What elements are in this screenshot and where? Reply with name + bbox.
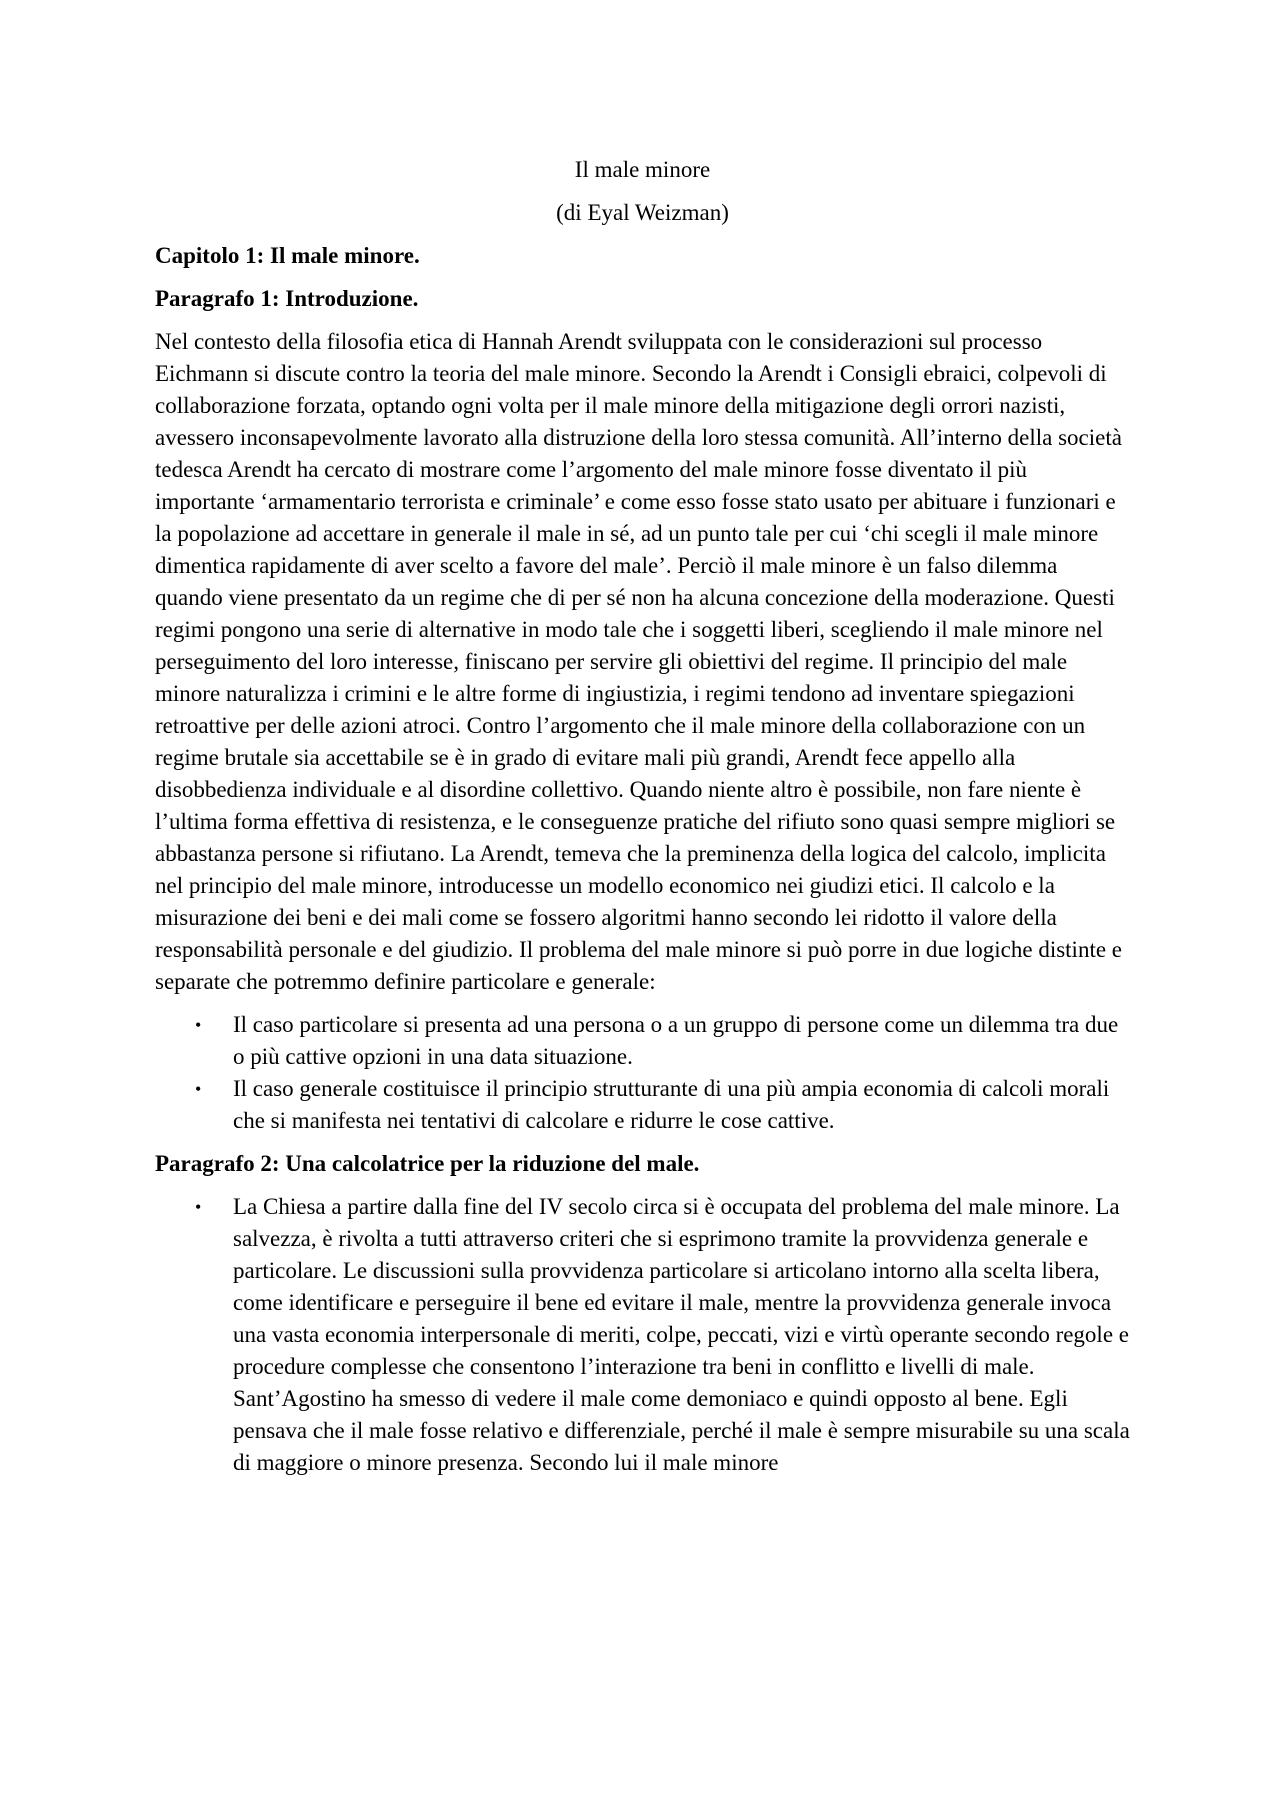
list-item-text: Il caso generale costituisce il principio strutturante di una più ampia economia di calcoli morali che si manifesta nei tentativi di calcolare e ridurre le cose cattive. bbox=[233, 1076, 1110, 1133]
list-item bbox=[155, 1009, 1130, 1073]
section-1-paragraph: Nel contesto della filosofia etica di Hannah Arendt sviluppata con le considerazioni sul processo Eichmann si discute contro la teoria del male minore. Secondo la Arendt i Consigli ebraici, colpevoli di collaborazione forzata, optando ogni volta per il male minore della mitigazione degli orrori nazisti, avessero inconsapevolmente lavorato alla distruzione della loro stessa comunità. All’interno della società tedesca Arendt ha cercato di mostrare come l’argomento del male minore fosse diventato il più importante ‘armamentario terrorista e criminale’ e come esso fosse stato usato per abituare i funzionari e la popolazione ad accettare in generale il male in sé, ad un punto tale per cui ‘chi scegli il male minore dimentica rapidamente di aver scelto a favore del male’. Perciò il male minore è un falso dilemma quando viene presentato da un regime che di per sé non ha alcuna concezione della moderazione. Questi regimi pongono una serie di alternative in modo tale che i soggetti liberi, scegliendo il male minore nel perseguimento del loro interesse, finiscano per servire gli obiettivi del regime. Il principio del male minore naturalizza i crimini e le altre forme di ingiustizia, i regimi tendono ad inventare spiegazioni retroattive per delle azioni atroci. Contro l’argomento che il male minore della collaborazione con un regime brutale sia accettabile se è in grado di evitare mali più grandi, Arendt fece appello alla disobbedienza individuale e al disordine collettivo. Quando niente altro è possibile, non fare niente è l’ultima forma effettiva di resistenza, e le conseguenze pratiche del rifiuto sono quasi sempre migliori se abbastanza persone si rifiutano. La Arendt, temeva che la preminenza della logica del calcolo, implicita nel principio del male minore, introducesse un modello economico nei giudizi etici. Il calcolo e la misurazione dei beni e dei mali come se fossero algoritmi hanno secondo lei ridotto il valore della responsabilità personale e del giudizio. Il problema del male minore si può porre in due logiche distinte e separate che potremmo definire particolare e generale: bbox=[155, 329, 1122, 994]
document-author: (di Eyal Weizman) bbox=[556, 200, 729, 225]
section-1-bullet-list bbox=[155, 1009, 1130, 1137]
bullet-icon: • bbox=[195, 1197, 202, 1217]
document-title: Il male minore bbox=[574, 157, 711, 182]
section-1-heading: Paragrafo 1: Introduzione. bbox=[155, 286, 419, 311]
bullet-icon: • bbox=[195, 1079, 202, 1099]
list-item-continuation: Sant’Agostino ha smesso di vedere il male come demoniaco e quindi opposto al bene. Egli pensava che il male fosse relativo e differenziale, perché il male è sempre misurabile su una scala di maggiore o minore presenza. Secondo lui il male minore bbox=[233, 1386, 1130, 1475]
bullet-icon: • bbox=[195, 1015, 202, 1035]
list-item bbox=[155, 1073, 1130, 1137]
list-item bbox=[155, 1191, 1130, 1479]
document-body bbox=[155, 154, 1130, 1490]
list-item-text: Il caso particolare si presenta ad una persona o a un gruppo di persone come un dilemma tra due o più cattive opzioni in una data situazione. bbox=[233, 1012, 1119, 1069]
chapter-heading: Capitolo 1: Il male minore. bbox=[155, 243, 420, 268]
section-2-bullet-list bbox=[155, 1191, 1130, 1479]
list-item-text: La Chiesa a partire dalla fine del IV secolo circa si è occupata del problema del male minore. La salvezza, è rivolta a tutti attraverso criteri che si esprimono tramite la provvidenza generale e particolare. Le discussioni sulla provvidenza particolare si articolano intorno alla scelta libera, come identificare e perseguire il bene ed evitare il male, mentre la provvidenza generale invoca una vasta economia interpersonale di meriti, colpe, peccati, vizi e virtù operante secondo regole e procedure complesse che consentono l’interazione tra beni in conflitto e livelli di male. bbox=[233, 1194, 1129, 1379]
section-2-heading: Paragrafo 2: Una calcolatrice per la riduzione del male. bbox=[155, 1151, 700, 1176]
